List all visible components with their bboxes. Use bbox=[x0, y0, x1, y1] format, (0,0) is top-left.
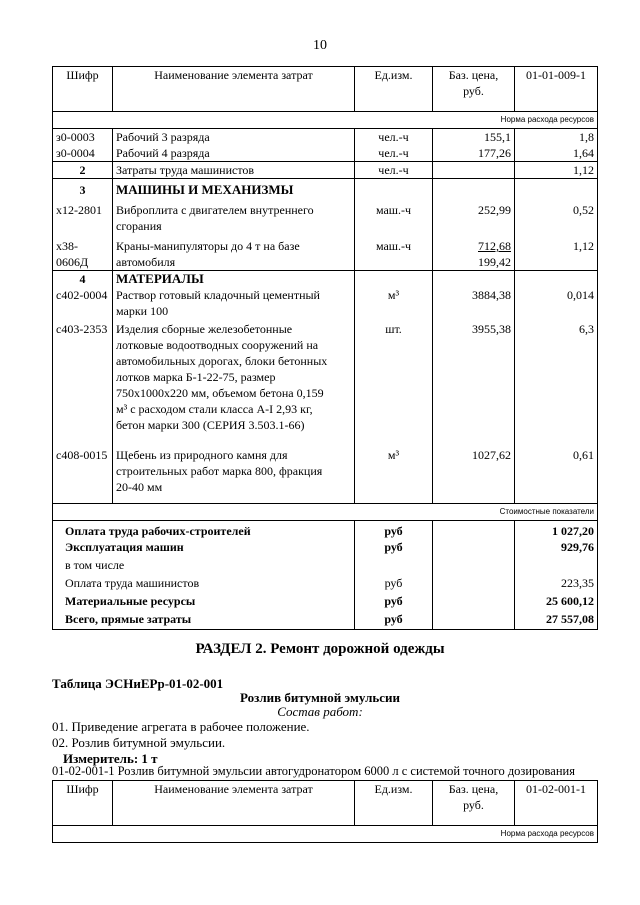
operation-title: Розлив битумной эмульсии bbox=[240, 690, 400, 705]
cost-row bbox=[53, 521, 598, 540]
norm-label-row bbox=[53, 826, 598, 843]
header-unit: Ед.изм. bbox=[355, 67, 433, 112]
cost-value: 1 027,20 bbox=[515, 521, 598, 540]
cost-value: 929,76 bbox=[515, 539, 598, 557]
cost-unit: руб bbox=[355, 593, 433, 611]
row-name: Виброплита с двигателем внутреннего сгорания bbox=[113, 198, 355, 234]
row-code: х38-0606Д bbox=[53, 234, 113, 271]
composition-label: Состав работ: bbox=[277, 704, 363, 719]
cost-name: Оплата труда рабочих-строителей bbox=[53, 521, 355, 540]
header-unit: Ед.изм. bbox=[355, 781, 433, 826]
row-code: с408-0015 bbox=[53, 433, 113, 504]
table-row bbox=[53, 198, 598, 234]
row-norm: 0,52 bbox=[515, 198, 598, 234]
page-number: 10 bbox=[313, 38, 327, 53]
row-unit: чел.-ч bbox=[355, 162, 433, 179]
section-row bbox=[53, 179, 598, 199]
row-code: с403-2353 bbox=[53, 319, 113, 433]
header-norm-code: 01-01-009-1 bbox=[515, 67, 598, 112]
cost-label: Стоимостные показатели bbox=[53, 504, 598, 521]
section-row bbox=[53, 271, 598, 288]
cost-label-row bbox=[53, 504, 598, 521]
row-unit: маш.-ч bbox=[355, 234, 433, 271]
row-name: Затраты труда машинистов bbox=[113, 162, 355, 179]
row-name: Рабочий 3 разряда bbox=[113, 129, 355, 146]
cost-row bbox=[53, 539, 598, 557]
norm-label-row bbox=[53, 112, 598, 129]
cost-row bbox=[53, 611, 598, 629]
row-unit: м³ bbox=[355, 433, 433, 504]
row-norm: 6,3 bbox=[515, 319, 598, 433]
row-unit: шт. bbox=[355, 319, 433, 433]
cost-row bbox=[53, 575, 598, 593]
row-price: 3884,38 bbox=[433, 287, 515, 319]
table-header bbox=[53, 67, 598, 112]
measure-unit: Измеритель: 1 т bbox=[63, 751, 158, 766]
cost-name: Материальные ресурсы bbox=[53, 593, 355, 611]
table-row bbox=[53, 234, 598, 271]
cost-value: 223,35 bbox=[515, 575, 598, 593]
cost-unit: руб bbox=[355, 521, 433, 540]
header-price: Баз. цена, руб. bbox=[433, 781, 515, 826]
section-code: 3 bbox=[53, 179, 113, 199]
section-title: МАШИНЫ И МЕХАНИЗМЫ bbox=[113, 179, 355, 199]
row-unit: маш.-ч bbox=[355, 198, 433, 234]
header-name: Наименование элемента затрат bbox=[113, 67, 355, 112]
table-title: Таблица ЭСНиЕРр-01-02-001 bbox=[52, 676, 224, 691]
work-step-2: 02. Розлив битумной эмульсии. bbox=[52, 735, 226, 750]
row-norm: 1,8 bbox=[515, 129, 598, 146]
row-code: х12-2801 bbox=[53, 198, 113, 234]
header-price: Баз. цена, руб. bbox=[433, 67, 515, 112]
row-price: 155,1 bbox=[433, 129, 515, 146]
norm-label: Норма расхода ресурсов bbox=[53, 112, 598, 129]
table-row bbox=[53, 319, 598, 433]
row-code: з0-0004 bbox=[53, 145, 113, 162]
cost-unit: руб bbox=[355, 611, 433, 629]
row-norm: 1,12 bbox=[515, 162, 598, 179]
row-price: 712,68 199,42 bbox=[433, 234, 515, 271]
cost-value: 25 600,12 bbox=[515, 593, 598, 611]
cost-value: 27 557,08 bbox=[515, 611, 598, 629]
header-name: Наименование элемента затрат bbox=[113, 781, 355, 826]
cost-row bbox=[53, 593, 598, 611]
row-unit: чел.-ч bbox=[355, 129, 433, 146]
table-header bbox=[53, 781, 598, 826]
row-price: 3955,38 bbox=[433, 319, 515, 433]
cost-name: Эксплуатация машин bbox=[53, 539, 355, 557]
table-row bbox=[53, 145, 598, 162]
row-price: 252,99 bbox=[433, 198, 515, 234]
row-norm: 0,014 bbox=[515, 287, 598, 319]
header-norm-code: 01-02-001-1 bbox=[515, 781, 598, 826]
section-heading: РАЗДЕЛ 2. Ремонт дорожной одежды bbox=[195, 641, 445, 657]
header-code: Шифр bbox=[53, 781, 113, 826]
row-name: Изделия сборные железобетонные лотковые водоотводных сооружений на автомобильных дорогах, блоки бетонных лотков марка Б-1-22-75, размер 750х1000х220 мм, объемом бетона 0,159 м³ с расходом стали класса А-I 2,93 кг, бетон марки 300 (СЕРИЯ 3.503.1-66) bbox=[113, 319, 355, 433]
row-name: Рабочий 4 разряда bbox=[113, 145, 355, 162]
row-name: Щебень из природного камня для строительных работ марка 800, фракция 20-40 мм bbox=[113, 433, 355, 504]
cost-unit: руб bbox=[355, 575, 433, 593]
row-price: 1027,62 bbox=[433, 433, 515, 504]
norm-label: Норма расхода ресурсов bbox=[53, 826, 598, 843]
row-price: 177,26 bbox=[433, 145, 515, 162]
table-row bbox=[53, 433, 598, 504]
resource-table-2 bbox=[52, 780, 598, 843]
row-unit: м³ bbox=[355, 287, 433, 319]
rate-code-line: 01-02-001-1 Розлив битумной эмульсии автогудронатором 6000 л с системой точного дозирования bbox=[52, 764, 575, 778]
cost-name: Оплата труда машинистов bbox=[53, 575, 355, 593]
resource-table-1 bbox=[52, 66, 598, 630]
row-code: с402-0004 bbox=[53, 287, 113, 319]
row-norm: 1,64 bbox=[515, 145, 598, 162]
header-code: Шифр bbox=[53, 67, 113, 112]
row-code: 2 bbox=[53, 162, 113, 179]
row-norm: 1,12 bbox=[515, 234, 598, 271]
row-unit: чел.-ч bbox=[355, 145, 433, 162]
row-norm: 0,61 bbox=[515, 433, 598, 504]
section-code: 4 bbox=[53, 271, 113, 288]
cost-row bbox=[53, 557, 598, 575]
row-code: з0-0003 bbox=[53, 129, 113, 146]
row-name: Краны-манипуляторы до 4 т на базе автомобиля bbox=[113, 234, 355, 271]
cost-unit: руб bbox=[355, 539, 433, 557]
table-row bbox=[53, 162, 598, 179]
table-row bbox=[53, 129, 598, 146]
work-step-1: 01. Приведение агрегата в рабочее положение. bbox=[52, 719, 310, 734]
cost-name: Всего, прямые затраты bbox=[53, 611, 355, 629]
row-name: Раствор готовый кладочный цементный марки 100 bbox=[113, 287, 355, 319]
section-title: МАТЕРИАЛЫ bbox=[113, 271, 355, 288]
table-row bbox=[53, 287, 598, 319]
cost-name: в том числе bbox=[53, 557, 355, 575]
